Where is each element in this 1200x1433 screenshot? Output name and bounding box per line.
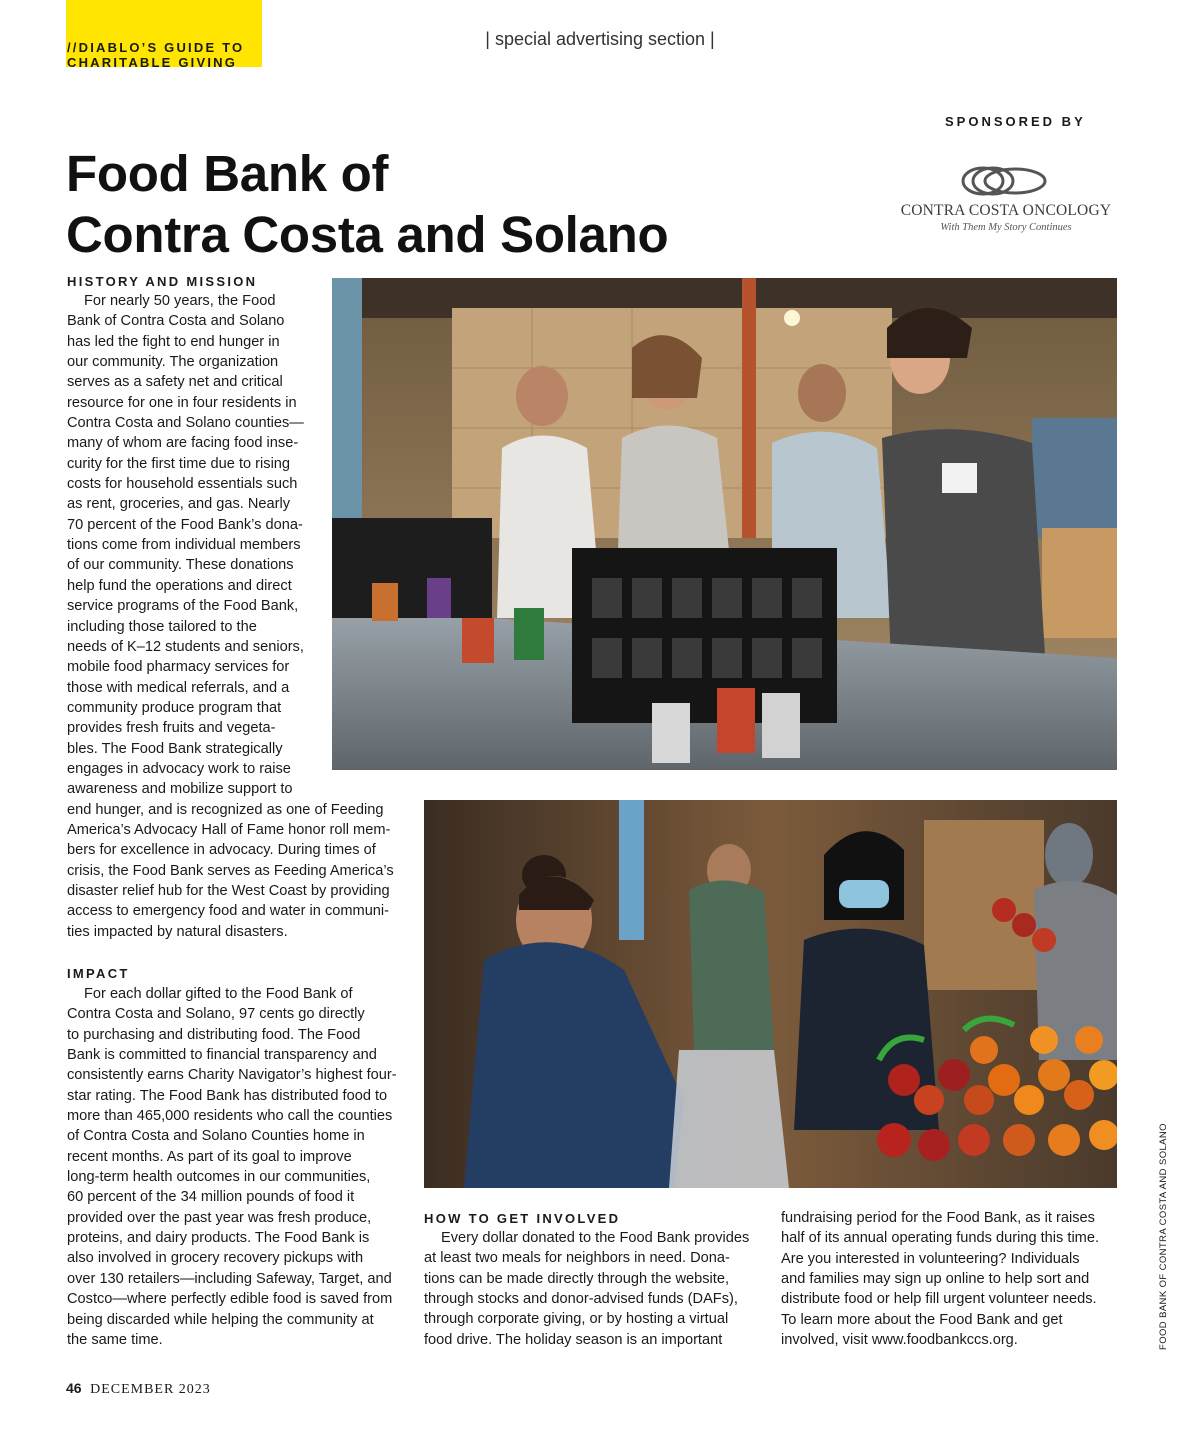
text-line: Costco—where perfectly edible food is saved from: [67, 1291, 393, 1308]
text-line: the same time.: [67, 1331, 163, 1348]
text-line: Contra Costa and Solano counties—: [67, 415, 304, 432]
text-line: of Contra Costa and Solano Counties home in: [67, 1128, 365, 1145]
text-line: distribute food or help fill urgent volunteer needs.: [781, 1291, 1097, 1308]
text-line: through corporate giving, or by hosting a virtual: [424, 1311, 729, 1328]
text-line: provided over the past year was fresh produce,: [67, 1209, 372, 1226]
page-number: 46: [66, 1380, 82, 1396]
text-line: access to emergency food and water in communi-: [67, 903, 390, 920]
guide-line-2: CHARITABLE GIVING: [67, 55, 238, 70]
produce-distribution-photo: [424, 800, 1117, 1188]
text-line: Every dollar donated to the Food Bank provides: [441, 1230, 750, 1246]
text-line: mobile food pharmacy services for: [67, 659, 290, 676]
text-line: recent months. As part of its goal to improve: [67, 1148, 352, 1165]
text-line: to purchasing and distributing food. The Food: [67, 1026, 361, 1043]
text-line: star rating. The Food Bank has distributed food to: [67, 1087, 388, 1104]
text-line: help fund the operations and direct: [67, 577, 292, 594]
sponsor-logo: [895, 162, 1117, 240]
text-line: consistently earns Charity Navigator’s highest four-: [67, 1067, 397, 1084]
issue-date: DECEMBER 2023: [90, 1382, 211, 1397]
text-line: involved, visit www.foodbankccs.org.: [781, 1332, 1018, 1349]
text-line: being discarded while helping the community at: [67, 1311, 374, 1328]
text-line: awareness and mobilize support to: [67, 781, 293, 798]
text-line: has led the fight to end hunger in: [67, 333, 280, 350]
text-line: of our community. These donations: [67, 557, 294, 574]
sponsor-logo-name: CONTRA COSTA ONCOLOGY: [900, 202, 1112, 219]
text-line: For each dollar gifted to the Food Bank of: [84, 986, 353, 1002]
text-line: curity for the first time due to rising: [67, 455, 291, 472]
oncology-rings-icon: [957, 164, 1057, 198]
text-line: those with medical referrals, and a: [67, 679, 290, 696]
text-line: For nearly 50 years, the Food: [84, 293, 276, 309]
text-line: food drive. The holiday season is an important: [424, 1331, 723, 1348]
text-line: through stocks and donor-advised funds (DAFs),: [424, 1291, 738, 1308]
text-line: America’s Advocacy Hall of Fame honor roll mem-: [67, 821, 391, 838]
text-line: bers for excellence in advocacy. During times of: [67, 842, 376, 859]
text-line: also involved in grocery recovery pickups with: [67, 1250, 364, 1267]
text-line: half of its annual operating funds during this time.: [781, 1230, 1100, 1247]
text-line: resource for one in four residents in: [67, 394, 297, 411]
title-line-1: Food Bank of: [66, 145, 389, 202]
involved-body-col2: [781, 1208, 1099, 1350]
text-line: end hunger, and is recognized as one of Feeding: [67, 801, 384, 818]
text-line: costs for household essentials such: [67, 476, 298, 493]
text-line: as rent, groceries, and gas. Nearly: [67, 496, 291, 513]
page-title: [66, 143, 668, 265]
text-line: and families may sign up online to help sort and: [781, 1271, 1090, 1288]
text-line: fundraising period for the Food Bank, as it raises: [781, 1210, 1095, 1226]
text-line: needs of K–12 students and seniors,: [67, 638, 304, 655]
text-line: more than 465,000 residents who call the counties: [67, 1108, 393, 1125]
impact-body: [67, 984, 397, 1350]
text-line: To learn more about the Food Bank and get: [781, 1311, 1063, 1328]
volunteers-warehouse-photo: [332, 278, 1117, 770]
text-line: 60 percent of the 34 million pounds of food it: [67, 1189, 355, 1206]
text-line: 70 percent of the Food Bank’s dona-: [67, 516, 303, 533]
text-line: ties impacted by natural disasters.: [67, 923, 288, 940]
involved-body-col1: [424, 1228, 749, 1350]
page-folio: [66, 1380, 211, 1398]
title-line-2: Contra Costa and Solano: [66, 206, 669, 263]
text-line: crisis, the Food Bank serves as Feeding America’s: [67, 862, 394, 879]
text-line: Bank of Contra Costa and Solano: [67, 313, 285, 330]
involved-heading: HOW TO GET INVOLVED: [424, 1211, 621, 1226]
text-line: tions come from individual members: [67, 537, 301, 554]
sponsor-logo-tagline: With Them My Story Continues: [940, 222, 1072, 233]
text-line: our community. The organization: [67, 354, 279, 371]
text-line: at least two meals for neighbors in need. Dona-: [424, 1250, 730, 1267]
side-running-title: FOOD BANK OF CONTRA COSTA AND SOLANO: [1158, 1123, 1169, 1350]
text-line: Contra Costa and Solano, 97 cents go directly: [67, 1006, 365, 1023]
text-line: long-term health outcomes in our communities,: [67, 1169, 371, 1186]
special-advertising-label: | special advertising section |: [485, 29, 715, 49]
impact-heading: IMPACT: [67, 966, 130, 981]
history-heading: HISTORY AND MISSION: [67, 274, 258, 289]
text-line: proteins, and dairy products. The Food Bank is: [67, 1230, 370, 1247]
guide-line-1: //DIABLO’S GUIDE TO: [67, 40, 245, 55]
text-line: provides fresh fruits and vegeta-: [67, 720, 276, 737]
text-line: Are you interested in volunteering? Individuals: [781, 1250, 1080, 1267]
text-line: including those tailored to the: [67, 618, 257, 635]
text-line: engages in advocacy work to raise: [67, 760, 291, 777]
text-line: service programs of the Food Bank,: [67, 598, 299, 615]
text-line: tions can be made directly through the website,: [424, 1270, 730, 1287]
sponsored-by-label: SPONSORED BY: [945, 114, 1086, 129]
text-line: community produce program that: [67, 699, 282, 716]
text-line: Bank is committed to financial transparency and: [67, 1047, 377, 1064]
text-line: bles. The Food Bank strategically: [67, 740, 283, 757]
text-line: over 130 retailers—including Safeway, Target, and: [67, 1270, 392, 1287]
text-line: serves as a safety net and critical: [67, 374, 283, 391]
text-line: disaster relief hub for the West Coast by providing: [67, 882, 390, 899]
text-line: many of whom are facing food inse-: [67, 435, 299, 452]
